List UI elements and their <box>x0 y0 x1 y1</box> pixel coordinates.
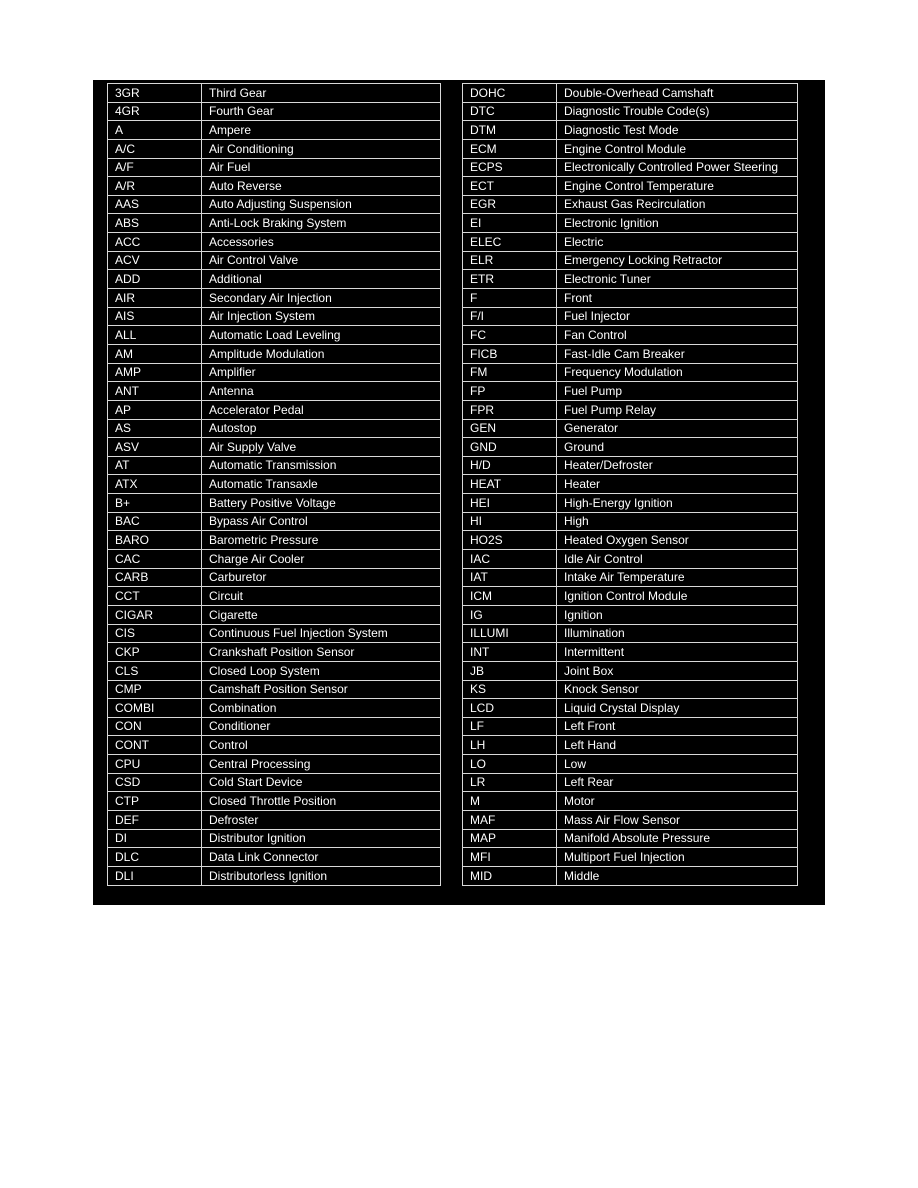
table-row <box>463 195 798 214</box>
abbreviation-code: AMP <box>108 363 202 382</box>
abbreviation-meaning: Fourth Gear <box>202 102 441 121</box>
abbreviation-code: INT <box>463 643 557 662</box>
abbreviation-code: CIS <box>108 624 202 643</box>
abbreviation-code: ECPS <box>463 158 557 177</box>
abbreviation-code: CONT <box>108 736 202 755</box>
abbreviation-code: MID <box>463 866 557 885</box>
abbreviation-meaning: Charge Air Cooler <box>202 550 441 569</box>
abbreviation-code: A/F <box>108 158 202 177</box>
abbreviation-code: LH <box>463 736 557 755</box>
abbreviation-meaning: Heated Oxygen Sensor <box>557 531 798 550</box>
table-row <box>108 195 441 214</box>
abbreviation-code: CLS <box>108 661 202 680</box>
abbreviation-code: CTP <box>108 792 202 811</box>
table-row <box>108 289 441 308</box>
table-row <box>108 139 441 158</box>
abbreviation-table-left <box>107 83 441 886</box>
abbreviation-code: B+ <box>108 494 202 513</box>
abbreviation-code: ALL <box>108 326 202 345</box>
abbreviation-code: AM <box>108 344 202 363</box>
abbreviation-code: ELEC <box>463 233 557 252</box>
table-row <box>108 810 441 829</box>
abbreviation-code: ASV <box>108 438 202 457</box>
abbreviation-meaning: Autostop <box>202 419 441 438</box>
abbreviation-meaning: Battery Positive Voltage <box>202 494 441 513</box>
table-row <box>108 158 441 177</box>
abbreviation-meaning: Electronic Tuner <box>557 270 798 289</box>
table-row <box>108 400 441 419</box>
abbreviation-code: MAP <box>463 829 557 848</box>
abbreviation-meaning: High <box>557 512 798 531</box>
abbreviation-code: CAC <box>108 550 202 569</box>
table-row <box>108 233 441 252</box>
table-row <box>108 605 441 624</box>
table-row <box>463 699 798 718</box>
abbreviation-meaning: Fuel Pump <box>557 382 798 401</box>
abbreviation-meaning: Low <box>557 755 798 774</box>
abbreviation-meaning: Fuel Pump Relay <box>557 400 798 419</box>
abbreviation-code: DLI <box>108 866 202 885</box>
abbreviation-code: GEN <box>463 419 557 438</box>
abbreviation-meaning: Data Link Connector <box>202 848 441 867</box>
table-row <box>108 214 441 233</box>
abbreviation-meaning: Secondary Air Injection <box>202 289 441 308</box>
abbreviation-meaning: Electronic Ignition <box>557 214 798 233</box>
abbreviation-meaning: Exhaust Gas Recirculation <box>557 195 798 214</box>
table-row <box>108 438 441 457</box>
abbreviations-panel <box>93 80 825 905</box>
abbreviation-meaning: Control <box>202 736 441 755</box>
table-row <box>108 270 441 289</box>
abbreviation-meaning: Air Injection System <box>202 307 441 326</box>
abbreviation-meaning: Auto Adjusting Suspension <box>202 195 441 214</box>
abbreviation-meaning: Fast-Idle Cam Breaker <box>557 344 798 363</box>
table-row <box>463 792 798 811</box>
abbreviation-code: CKP <box>108 643 202 662</box>
abbreviation-code: AAS <box>108 195 202 214</box>
abbreviation-meaning: Antenna <box>202 382 441 401</box>
abbreviation-code: AIS <box>108 307 202 326</box>
abbreviation-meaning: Left Front <box>557 717 798 736</box>
table-row <box>108 177 441 196</box>
abbreviation-meaning: Circuit <box>202 587 441 606</box>
abbreviation-code: LR <box>463 773 557 792</box>
table-row <box>463 643 798 662</box>
table-row <box>108 829 441 848</box>
abbreviation-meaning: Knock Sensor <box>557 680 798 699</box>
abbreviation-meaning: Distributor Ignition <box>202 829 441 848</box>
abbreviation-meaning: Bypass Air Control <box>202 512 441 531</box>
abbreviation-meaning: Third Gear <box>202 84 441 103</box>
abbreviation-meaning: Fuel Injector <box>557 307 798 326</box>
abbreviation-meaning: Combination <box>202 699 441 718</box>
abbreviation-code: IAT <box>463 568 557 587</box>
table-row <box>463 326 798 345</box>
abbreviation-meaning: Amplifier <box>202 363 441 382</box>
abbreviation-code: ECT <box>463 177 557 196</box>
abbreviation-code: F/I <box>463 307 557 326</box>
abbreviation-code: AP <box>108 400 202 419</box>
abbreviation-meaning: Intermittent <box>557 643 798 662</box>
abbreviation-code: LF <box>463 717 557 736</box>
table-row <box>463 289 798 308</box>
table-row <box>108 792 441 811</box>
abbreviation-code: CIGAR <box>108 605 202 624</box>
abbreviation-meaning: Double-Overhead Camshaft <box>557 84 798 103</box>
table-row <box>463 568 798 587</box>
abbreviation-meaning: Ground <box>557 438 798 457</box>
abbreviation-code: CARB <box>108 568 202 587</box>
abbreviation-code: ICM <box>463 587 557 606</box>
abbreviation-code: JB <box>463 661 557 680</box>
abbreviation-meaning: Electric <box>557 233 798 252</box>
abbreviation-code: ATX <box>108 475 202 494</box>
abbreviation-meaning: Middle <box>557 866 798 885</box>
table-row <box>108 848 441 867</box>
abbreviation-meaning: High-Energy Ignition <box>557 494 798 513</box>
abbreviation-meaning: Engine Control Temperature <box>557 177 798 196</box>
abbreviation-code: EGR <box>463 195 557 214</box>
table-row <box>108 661 441 680</box>
abbreviation-meaning: Automatic Load Leveling <box>202 326 441 345</box>
table-row <box>108 773 441 792</box>
abbreviation-code: DTC <box>463 102 557 121</box>
table-row <box>463 736 798 755</box>
table-row <box>108 550 441 569</box>
abbreviation-code: A/C <box>108 139 202 158</box>
table-row <box>108 326 441 345</box>
abbreviation-meaning: Automatic Transmission <box>202 456 441 475</box>
table-row <box>108 475 441 494</box>
table-row <box>108 866 441 885</box>
table-row <box>108 419 441 438</box>
table-row <box>463 848 798 867</box>
table-row <box>108 307 441 326</box>
abbreviation-meaning: Left Hand <box>557 736 798 755</box>
abbreviation-meaning: Air Supply Valve <box>202 438 441 457</box>
table-row <box>463 344 798 363</box>
abbreviation-code: MFI <box>463 848 557 867</box>
abbreviation-code: 4GR <box>108 102 202 121</box>
abbreviation-meaning: Amplitude Modulation <box>202 344 441 363</box>
abbreviation-meaning: Illumination <box>557 624 798 643</box>
table-row <box>463 270 798 289</box>
abbreviation-meaning: Auto Reverse <box>202 177 441 196</box>
table-row <box>108 587 441 606</box>
table-row <box>108 382 441 401</box>
abbreviation-code: AIR <box>108 289 202 308</box>
abbreviation-code: HEI <box>463 494 557 513</box>
abbreviation-meaning: Joint Box <box>557 661 798 680</box>
table-row <box>108 699 441 718</box>
abbreviation-meaning: Additional <box>202 270 441 289</box>
abbreviation-code: FPR <box>463 400 557 419</box>
table-row <box>463 829 798 848</box>
abbreviation-meaning: Ignition <box>557 605 798 624</box>
table-row <box>463 587 798 606</box>
abbreviation-code: ABS <box>108 214 202 233</box>
table-row <box>463 84 798 103</box>
abbreviation-meaning: Frequency Modulation <box>557 363 798 382</box>
abbreviation-code: GND <box>463 438 557 457</box>
abbreviation-code: A/R <box>108 177 202 196</box>
abbreviation-code: IG <box>463 605 557 624</box>
abbreviation-code: AS <box>108 419 202 438</box>
table-row <box>108 736 441 755</box>
abbreviation-meaning: Idle Air Control <box>557 550 798 569</box>
table-row <box>463 512 798 531</box>
abbreviation-meaning: Closed Throttle Position <box>202 792 441 811</box>
table-row <box>108 643 441 662</box>
table-row <box>463 717 798 736</box>
table-row <box>463 251 798 270</box>
abbreviation-code: CCT <box>108 587 202 606</box>
abbreviation-meaning: Conditioner <box>202 717 441 736</box>
abbreviation-code: HEAT <box>463 475 557 494</box>
abbreviation-code: KS <box>463 680 557 699</box>
table-row <box>108 717 441 736</box>
table-row <box>108 755 441 774</box>
abbreviation-meaning: Engine Control Module <box>557 139 798 158</box>
abbreviation-meaning: Closed Loop System <box>202 661 441 680</box>
abbreviation-code: CSD <box>108 773 202 792</box>
abbreviation-code: ANT <box>108 382 202 401</box>
abbreviation-meaning: Fan Control <box>557 326 798 345</box>
table-row <box>108 363 441 382</box>
table-row <box>108 568 441 587</box>
table-row <box>463 139 798 158</box>
abbreviation-meaning: Emergency Locking Retractor <box>557 251 798 270</box>
abbreviation-meaning: Liquid Crystal Display <box>557 699 798 718</box>
table-row <box>108 84 441 103</box>
abbreviation-meaning: Accelerator Pedal <box>202 400 441 419</box>
abbreviation-code: 3GR <box>108 84 202 103</box>
abbreviation-code: DI <box>108 829 202 848</box>
table-row <box>463 177 798 196</box>
abbreviation-meaning: Barometric Pressure <box>202 531 441 550</box>
abbreviation-code: AT <box>108 456 202 475</box>
table-row <box>463 550 798 569</box>
table-row <box>463 755 798 774</box>
abbreviation-code: A <box>108 121 202 140</box>
abbreviation-meaning: Camshaft Position Sensor <box>202 680 441 699</box>
table-row <box>463 382 798 401</box>
abbreviation-meaning: Crankshaft Position Sensor <box>202 643 441 662</box>
abbreviation-meaning: Air Fuel <box>202 158 441 177</box>
table-row <box>463 494 798 513</box>
table-row <box>108 102 441 121</box>
abbreviation-code: FP <box>463 382 557 401</box>
table-row <box>108 680 441 699</box>
abbreviation-meaning: Ampere <box>202 121 441 140</box>
abbreviation-meaning: Heater/Defroster <box>557 456 798 475</box>
table-row <box>463 810 798 829</box>
table-row <box>463 233 798 252</box>
table-row <box>108 512 441 531</box>
table-row <box>463 605 798 624</box>
table-row <box>463 624 798 643</box>
table-row <box>108 494 441 513</box>
abbreviation-meaning: Motor <box>557 792 798 811</box>
table-row <box>463 121 798 140</box>
abbreviation-meaning: Continuous Fuel Injection System <box>202 624 441 643</box>
abbreviation-code: ECM <box>463 139 557 158</box>
abbreviation-code: BAC <box>108 512 202 531</box>
abbreviation-meaning: Distributorless Ignition <box>202 866 441 885</box>
table-row <box>108 456 441 475</box>
abbreviation-meaning: Left Rear <box>557 773 798 792</box>
abbreviation-code: ACC <box>108 233 202 252</box>
abbreviation-meaning: Front <box>557 289 798 308</box>
abbreviation-meaning: Intake Air Temperature <box>557 568 798 587</box>
abbreviation-code: ADD <box>108 270 202 289</box>
abbreviation-code: HO2S <box>463 531 557 550</box>
abbreviation-code: ELR <box>463 251 557 270</box>
abbreviation-meaning: Manifold Absolute Pressure <box>557 829 798 848</box>
abbreviation-meaning: Accessories <box>202 233 441 252</box>
abbreviation-table-right <box>462 83 798 886</box>
table-row <box>463 419 798 438</box>
abbreviation-code: ACV <box>108 251 202 270</box>
abbreviation-code: ILLUMI <box>463 624 557 643</box>
abbreviation-meaning: Diagnostic Trouble Code(s) <box>557 102 798 121</box>
abbreviation-meaning: Generator <box>557 419 798 438</box>
abbreviation-code: FICB <box>463 344 557 363</box>
abbreviation-meaning: Cigarette <box>202 605 441 624</box>
abbreviation-code: BARO <box>108 531 202 550</box>
abbreviation-code: FM <box>463 363 557 382</box>
table-row <box>463 680 798 699</box>
table-row <box>463 102 798 121</box>
abbreviation-code: CPU <box>108 755 202 774</box>
abbreviation-code: DLC <box>108 848 202 867</box>
table-row <box>463 158 798 177</box>
abbreviation-meaning: Air Control Valve <box>202 251 441 270</box>
table-row <box>463 307 798 326</box>
table-row <box>108 624 441 643</box>
abbreviation-code: DTM <box>463 121 557 140</box>
abbreviation-code: LO <box>463 755 557 774</box>
abbreviation-code: COMBI <box>108 699 202 718</box>
table-row <box>108 531 441 550</box>
table-row <box>463 531 798 550</box>
abbreviation-code: LCD <box>463 699 557 718</box>
abbreviation-code: CMP <box>108 680 202 699</box>
abbreviation-code: ETR <box>463 270 557 289</box>
table-row <box>463 363 798 382</box>
table-row <box>108 251 441 270</box>
abbreviation-code: CON <box>108 717 202 736</box>
table-row <box>108 121 441 140</box>
table-row <box>463 456 798 475</box>
abbreviation-code: IAC <box>463 550 557 569</box>
abbreviation-meaning: Electronically Controlled Power Steering <box>557 158 798 177</box>
abbreviation-code: EI <box>463 214 557 233</box>
table-row <box>463 214 798 233</box>
abbreviation-code: MAF <box>463 810 557 829</box>
table-row <box>463 773 798 792</box>
abbreviation-code: HI <box>463 512 557 531</box>
abbreviation-meaning: Central Processing <box>202 755 441 774</box>
abbreviation-meaning: Automatic Transaxle <box>202 475 441 494</box>
abbreviation-meaning: Diagnostic Test Mode <box>557 121 798 140</box>
table-row <box>463 866 798 885</box>
abbreviation-meaning: Air Conditioning <box>202 139 441 158</box>
abbreviation-meaning: Carburetor <box>202 568 441 587</box>
abbreviation-meaning: Defroster <box>202 810 441 829</box>
table-row <box>108 344 441 363</box>
table-row <box>463 438 798 457</box>
abbreviation-code: DOHC <box>463 84 557 103</box>
abbreviation-meaning: Multiport Fuel Injection <box>557 848 798 867</box>
abbreviation-code: F <box>463 289 557 308</box>
abbreviation-meaning: Cold Start Device <box>202 773 441 792</box>
table-row <box>463 661 798 680</box>
abbreviation-code: DEF <box>108 810 202 829</box>
abbreviation-meaning: Ignition Control Module <box>557 587 798 606</box>
table-row <box>463 400 798 419</box>
table-row <box>463 475 798 494</box>
abbreviation-code: FC <box>463 326 557 345</box>
abbreviation-code: H/D <box>463 456 557 475</box>
abbreviation-code: M <box>463 792 557 811</box>
abbreviation-meaning: Anti-Lock Braking System <box>202 214 441 233</box>
abbreviation-meaning: Heater <box>557 475 798 494</box>
abbreviation-meaning: Mass Air Flow Sensor <box>557 810 798 829</box>
